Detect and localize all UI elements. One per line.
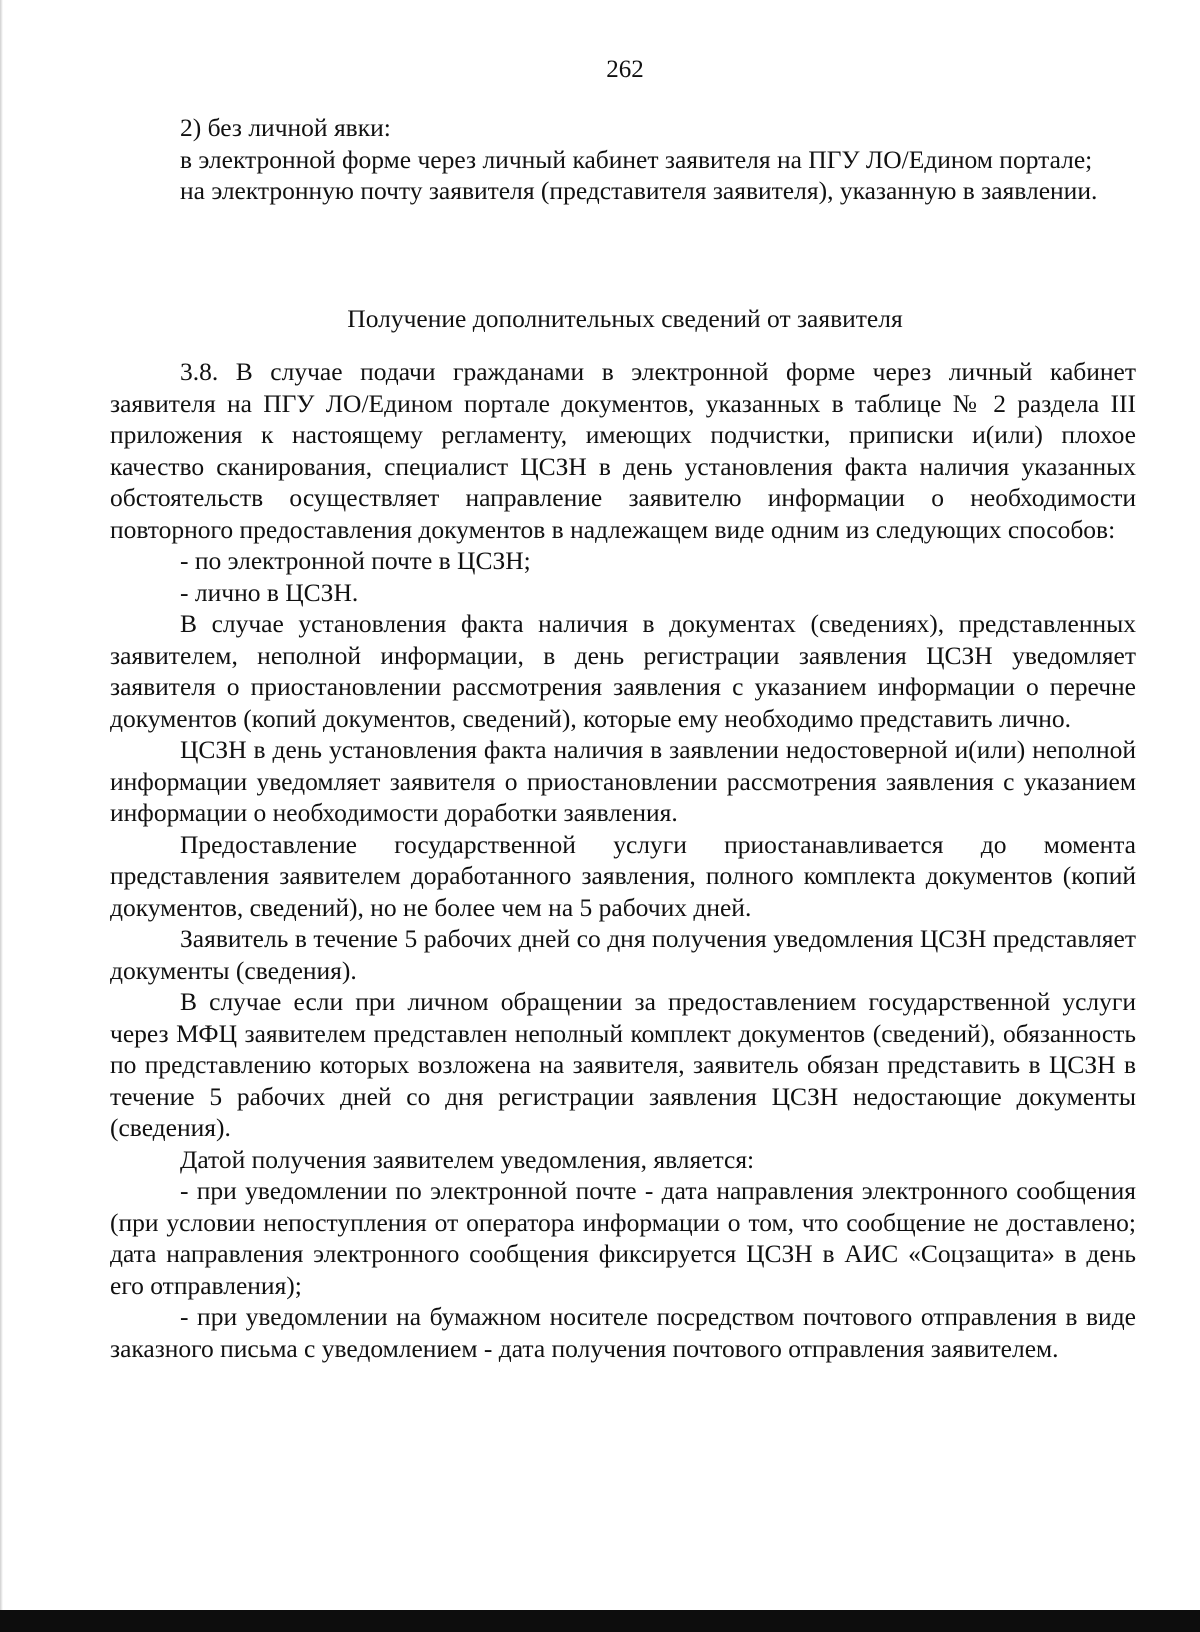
scan-bottom-band (0, 1610, 1200, 1632)
method-item: в электронной форме через личный кабинет заявителя на ПГУ ЛО/Едином портале; (180, 144, 1093, 174)
paragraph: - лично в ЦСЗН. (180, 577, 359, 607)
intro-block (110, 112, 1136, 207)
paragraph: ЦСЗН в день установления факта наличия в заявлении недостоверной и(или) неполной информации уведомляет заявителя о приостановлении рассмотрения заявления с указанием информации о необходимости доработки заявления. (110, 735, 1136, 827)
paragraph: 3.8. В случае подачи гражданами в электронной форме через личный кабинет заявителя на ПГУ ЛО/Едином портале документов, указанных в таблице № 2 раздела III приложения к настоящему регламенту, имеющих подчистки, приписки и(или) плохое качество сканирования, специалист ЦСЗН в день установления факта наличия указанных обстоятельств осуществляет направление заявителю информации о необходимости повторного предоставления документов в надлежащем виде одним из следующих способов: (110, 357, 1136, 544)
paragraph: В случае если при личном обращении за предоставлением государственной услуги через МФЦ заявителем представлен неполный комплект документов (сведений), обязанность по представлению которых возложена на заявителя, заявитель обязан представить в ЦСЗН в течение 5 рабочих дней со дня регистрации заявления ЦСЗН недостающие документы (сведения). (110, 987, 1136, 1142)
paragraph: В случае установления факта наличия в документах (сведениях), представленных заявителем, неполной информации, в день регистрации заявления ЦСЗН уведомляет заявителя о приостановлении рассмотрения заявления с указанием информации о перечне документов (копий документов, сведений), которые ему необходимо представить лично. (110, 609, 1136, 733)
item-title: 2) без личной явки: (180, 113, 391, 142)
paragraph: - по электронной почте в ЦСЗН; (180, 546, 531, 575)
paragraph: Предоставление государственной услуги приостанавливается до момента представления заявителем доработанного заявления, полного комплекта документов (копий документов, сведений), но не более чем на 5 рабочих дней. (110, 829, 1136, 922)
paragraph: Датой получения заявителем уведомления, является: (180, 1144, 755, 1174)
paragraph: - при уведомлении по электронной почте - дата направления электронного сообщения (при условии непоступления от оператора информации о том, что сообщение не доставлено; дата направления электронного сообщения фиксируется ЦСЗН в АИС «Соцзащита» в день его отправления); (110, 1176, 1136, 1300)
paragraph: - при уведомлении на бумажном носителе посредством почтового отправления в виде заказного письма с уведомлением - дата получения почтового отправления заявителем. (110, 1302, 1136, 1363)
page-number: 262 (606, 56, 644, 83)
scan-edge (0, 0, 3, 1632)
section-heading: Получение дополнительных сведений от заявителя (347, 304, 903, 333)
method-item: на электронную почту заявителя (представителя заявителя), указанную в заявлении. (180, 176, 1098, 205)
body-text (110, 356, 1136, 1364)
paragraph: Заявитель в течение 5 рабочих дней со дня получения уведомления ЦСЗН представляет документы (сведения). (110, 924, 1136, 985)
